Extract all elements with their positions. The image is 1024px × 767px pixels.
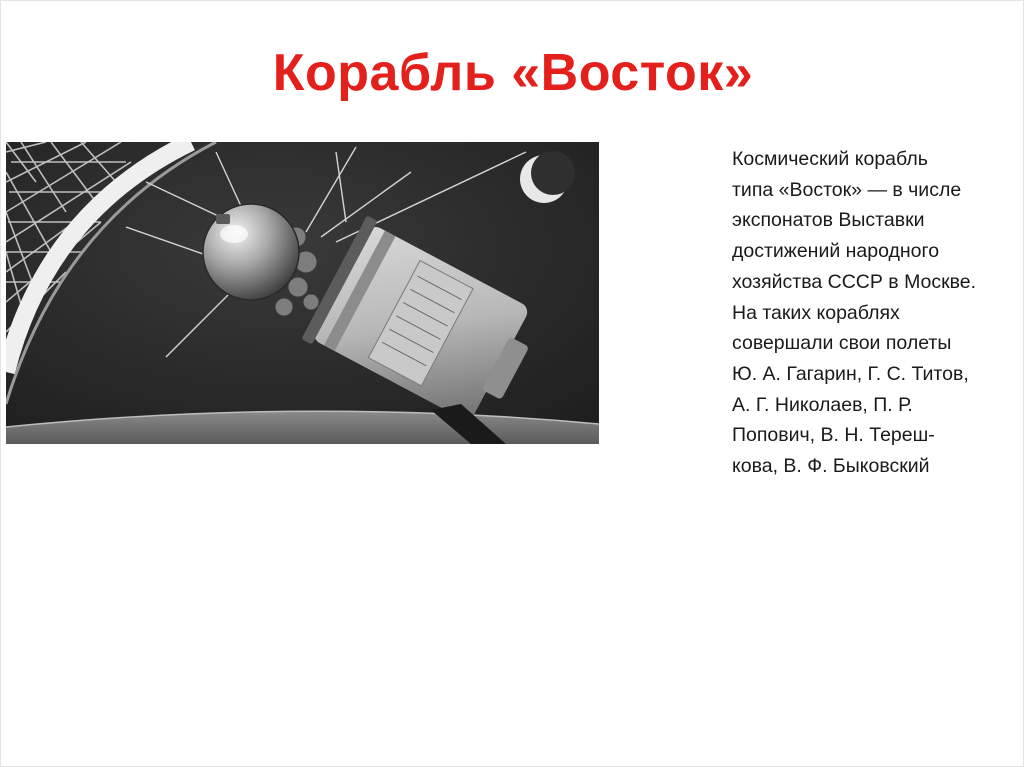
caption-line: экспонатов Выставки	[732, 209, 925, 232]
vostok-spacecraft-photo	[6, 142, 599, 444]
caption-line: Космический корабль	[732, 148, 928, 170]
slide-title: Корабль «Восток»	[272, 44, 754, 102]
caption-line: кова, В. Ф. Быковский	[732, 455, 930, 478]
caption-line: Попович, В. Н. Тереш-	[732, 424, 935, 447]
caption-line: достижений народного	[732, 240, 940, 263]
caption-line: Ю. А. Гагарин, Г. С. Титов,	[732, 362, 969, 385]
caption-line: совершали свои полеты	[732, 332, 952, 355]
caption-line: типа «Восток» — в числе	[732, 178, 962, 201]
caption-line: хозяйства СССР в Москве.	[732, 270, 977, 293]
vostok-spacecraft-illustration	[6, 142, 599, 444]
caption-text	[732, 144, 1012, 482]
caption-line: На таких кораблях	[732, 301, 900, 324]
caption-line: А. Г. Николаев, П. Р.	[732, 393, 913, 416]
